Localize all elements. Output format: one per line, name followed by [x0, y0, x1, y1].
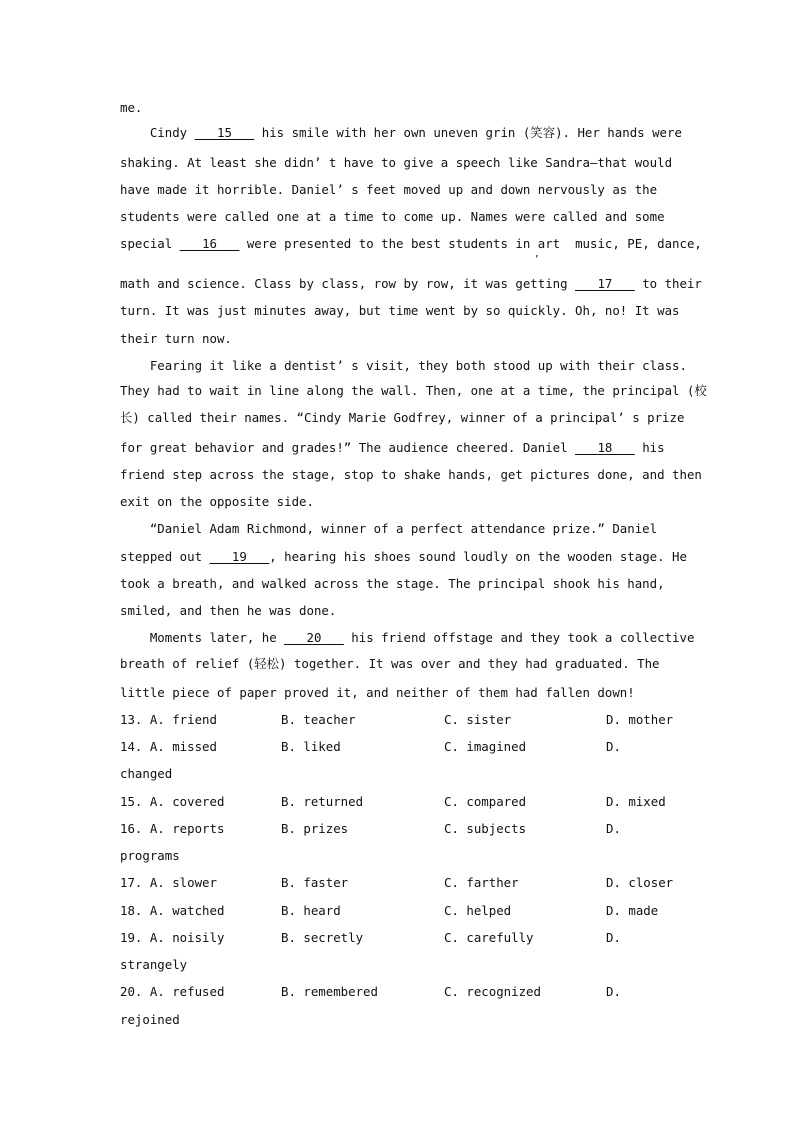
option-20-b: B. remembered — [281, 984, 378, 999]
passage-line: shaking. At least she didn’ t have to give a speech like Sandra—that would — [120, 155, 673, 170]
blank-16: ___16___ — [179, 236, 240, 251]
blank-20: ___20___ — [284, 630, 344, 645]
passage-line: “Daniel Adam Richmond, winner of a perfect attendance prize.” Daniel — [120, 521, 658, 536]
passage-line: Fearing it like a dentist’ s visit, they both stood up with their class. — [120, 358, 687, 373]
text: his — [634, 440, 665, 455]
option-19-b: B. secretly — [281, 930, 364, 945]
option-16-c: C. subjects — [444, 821, 527, 836]
option-14-b: B. liked — [281, 739, 341, 754]
passage-line — [120, 276, 702, 292]
option-19-a: 19. A. noisily — [120, 930, 225, 945]
option-15-a: 15. A. covered — [120, 794, 225, 809]
option-15-c: C. compared — [444, 794, 527, 809]
text: his smile with her own uneven grin (笑容). Her hands were — [254, 125, 682, 140]
passage-line — [120, 549, 687, 565]
option-17-a: 17. A. slower — [120, 875, 217, 890]
passage-line: students were called one at a time to come up. Names were called and some — [120, 209, 665, 224]
passage-line: little piece of paper proved it, and neither of them had fallen down! — [120, 685, 635, 700]
text: to their — [634, 276, 702, 291]
passage-line: exit on the opposite side. — [120, 494, 314, 509]
option-13-d: D. mother — [606, 712, 674, 727]
option-18-b: B. heard — [281, 903, 341, 918]
passage-line: me. — [120, 100, 143, 115]
text: special — [120, 236, 180, 251]
option-15-b: B. returned — [281, 794, 364, 809]
blank-18: ___18___ — [575, 440, 635, 455]
passage-line: They had to wait in line along the wall. Then, one at a time, the principal (校 — [120, 383, 707, 398]
passage-line: smiled, and then he was done. — [120, 603, 337, 618]
passage-line — [120, 440, 665, 456]
passage-line: their turn now. — [120, 331, 232, 346]
blank-17: ___17___ — [575, 276, 635, 291]
option-15-d: D. mixed — [606, 794, 666, 809]
option-20-a: 20. A. refused — [120, 984, 225, 999]
option-14-c: C. imagined — [444, 739, 527, 754]
passage-line: friend step across the stage, stop to shake hands, get pictures done, and then — [120, 467, 702, 482]
option-14-d: D. — [606, 739, 621, 754]
passage-line: breath of relief (轻松) together. It was over and they had graduated. The — [120, 656, 660, 671]
option-19-d: D. — [606, 930, 621, 945]
blank-19: ___19___ — [209, 549, 270, 564]
text: for great behavior and grades!” The audience cheered. Daniel — [120, 440, 576, 455]
option-18-a: 18. A. watched — [120, 903, 225, 918]
option-18-d: D. made — [606, 903, 659, 918]
passage-line: took a breath, and walked across the stage. The principal shook his hand, — [120, 576, 665, 591]
passage-line: 长) called their names. “Cindy Marie Godfrey, winner of a principal’ s prize — [120, 410, 685, 425]
option-16-a: 16. A. reports — [120, 821, 225, 836]
option-17-c: C. farther — [444, 875, 519, 890]
text: , hearing his shoes sound loudly on the wooden stage. He — [269, 549, 687, 564]
passage-line — [120, 630, 694, 646]
blank-15: ___15___ — [194, 125, 255, 140]
option-19-d-wrap: strangely — [120, 957, 188, 972]
passage-line: have made it horrible. Daniel’ s feet moved up and down nervously as the — [120, 182, 658, 197]
option-16-d: D. — [606, 821, 621, 836]
passage-line — [120, 125, 682, 141]
stray-comma: ’ — [534, 255, 540, 265]
passage-line: turn. It was just minutes away, but time went by so quickly. Oh, no! It was — [120, 303, 680, 318]
option-17-d: D. closer — [606, 875, 674, 890]
option-13-a: 13. A. friend — [120, 712, 217, 727]
option-13-b: B. teacher — [281, 712, 356, 727]
text: math and science. Class by class, row by row, it was getting — [120, 276, 576, 291]
option-14-d-wrap: changed — [120, 766, 173, 781]
option-14-a: 14. A. missed — [120, 739, 217, 754]
text: Cindy — [120, 125, 195, 140]
option-18-c: C. helped — [444, 903, 512, 918]
option-20-d: D. — [606, 984, 621, 999]
option-13-c: C. sister — [444, 712, 512, 727]
text: were presented to the best students in art music, PE, dance, — [239, 236, 702, 251]
text: his friend offstage and they took a collective — [343, 630, 695, 645]
passage-line — [120, 236, 702, 252]
text: stepped out — [120, 549, 210, 564]
option-17-b: B. faster — [281, 875, 349, 890]
option-19-c: C. carefully — [444, 930, 534, 945]
option-16-d-wrap: programs — [120, 848, 180, 863]
option-20-d-wrap: rejoined — [120, 1012, 180, 1027]
option-20-c: C. recognized — [444, 984, 541, 999]
option-16-b: B. prizes — [281, 821, 349, 836]
text: Moments later, he — [120, 630, 285, 645]
